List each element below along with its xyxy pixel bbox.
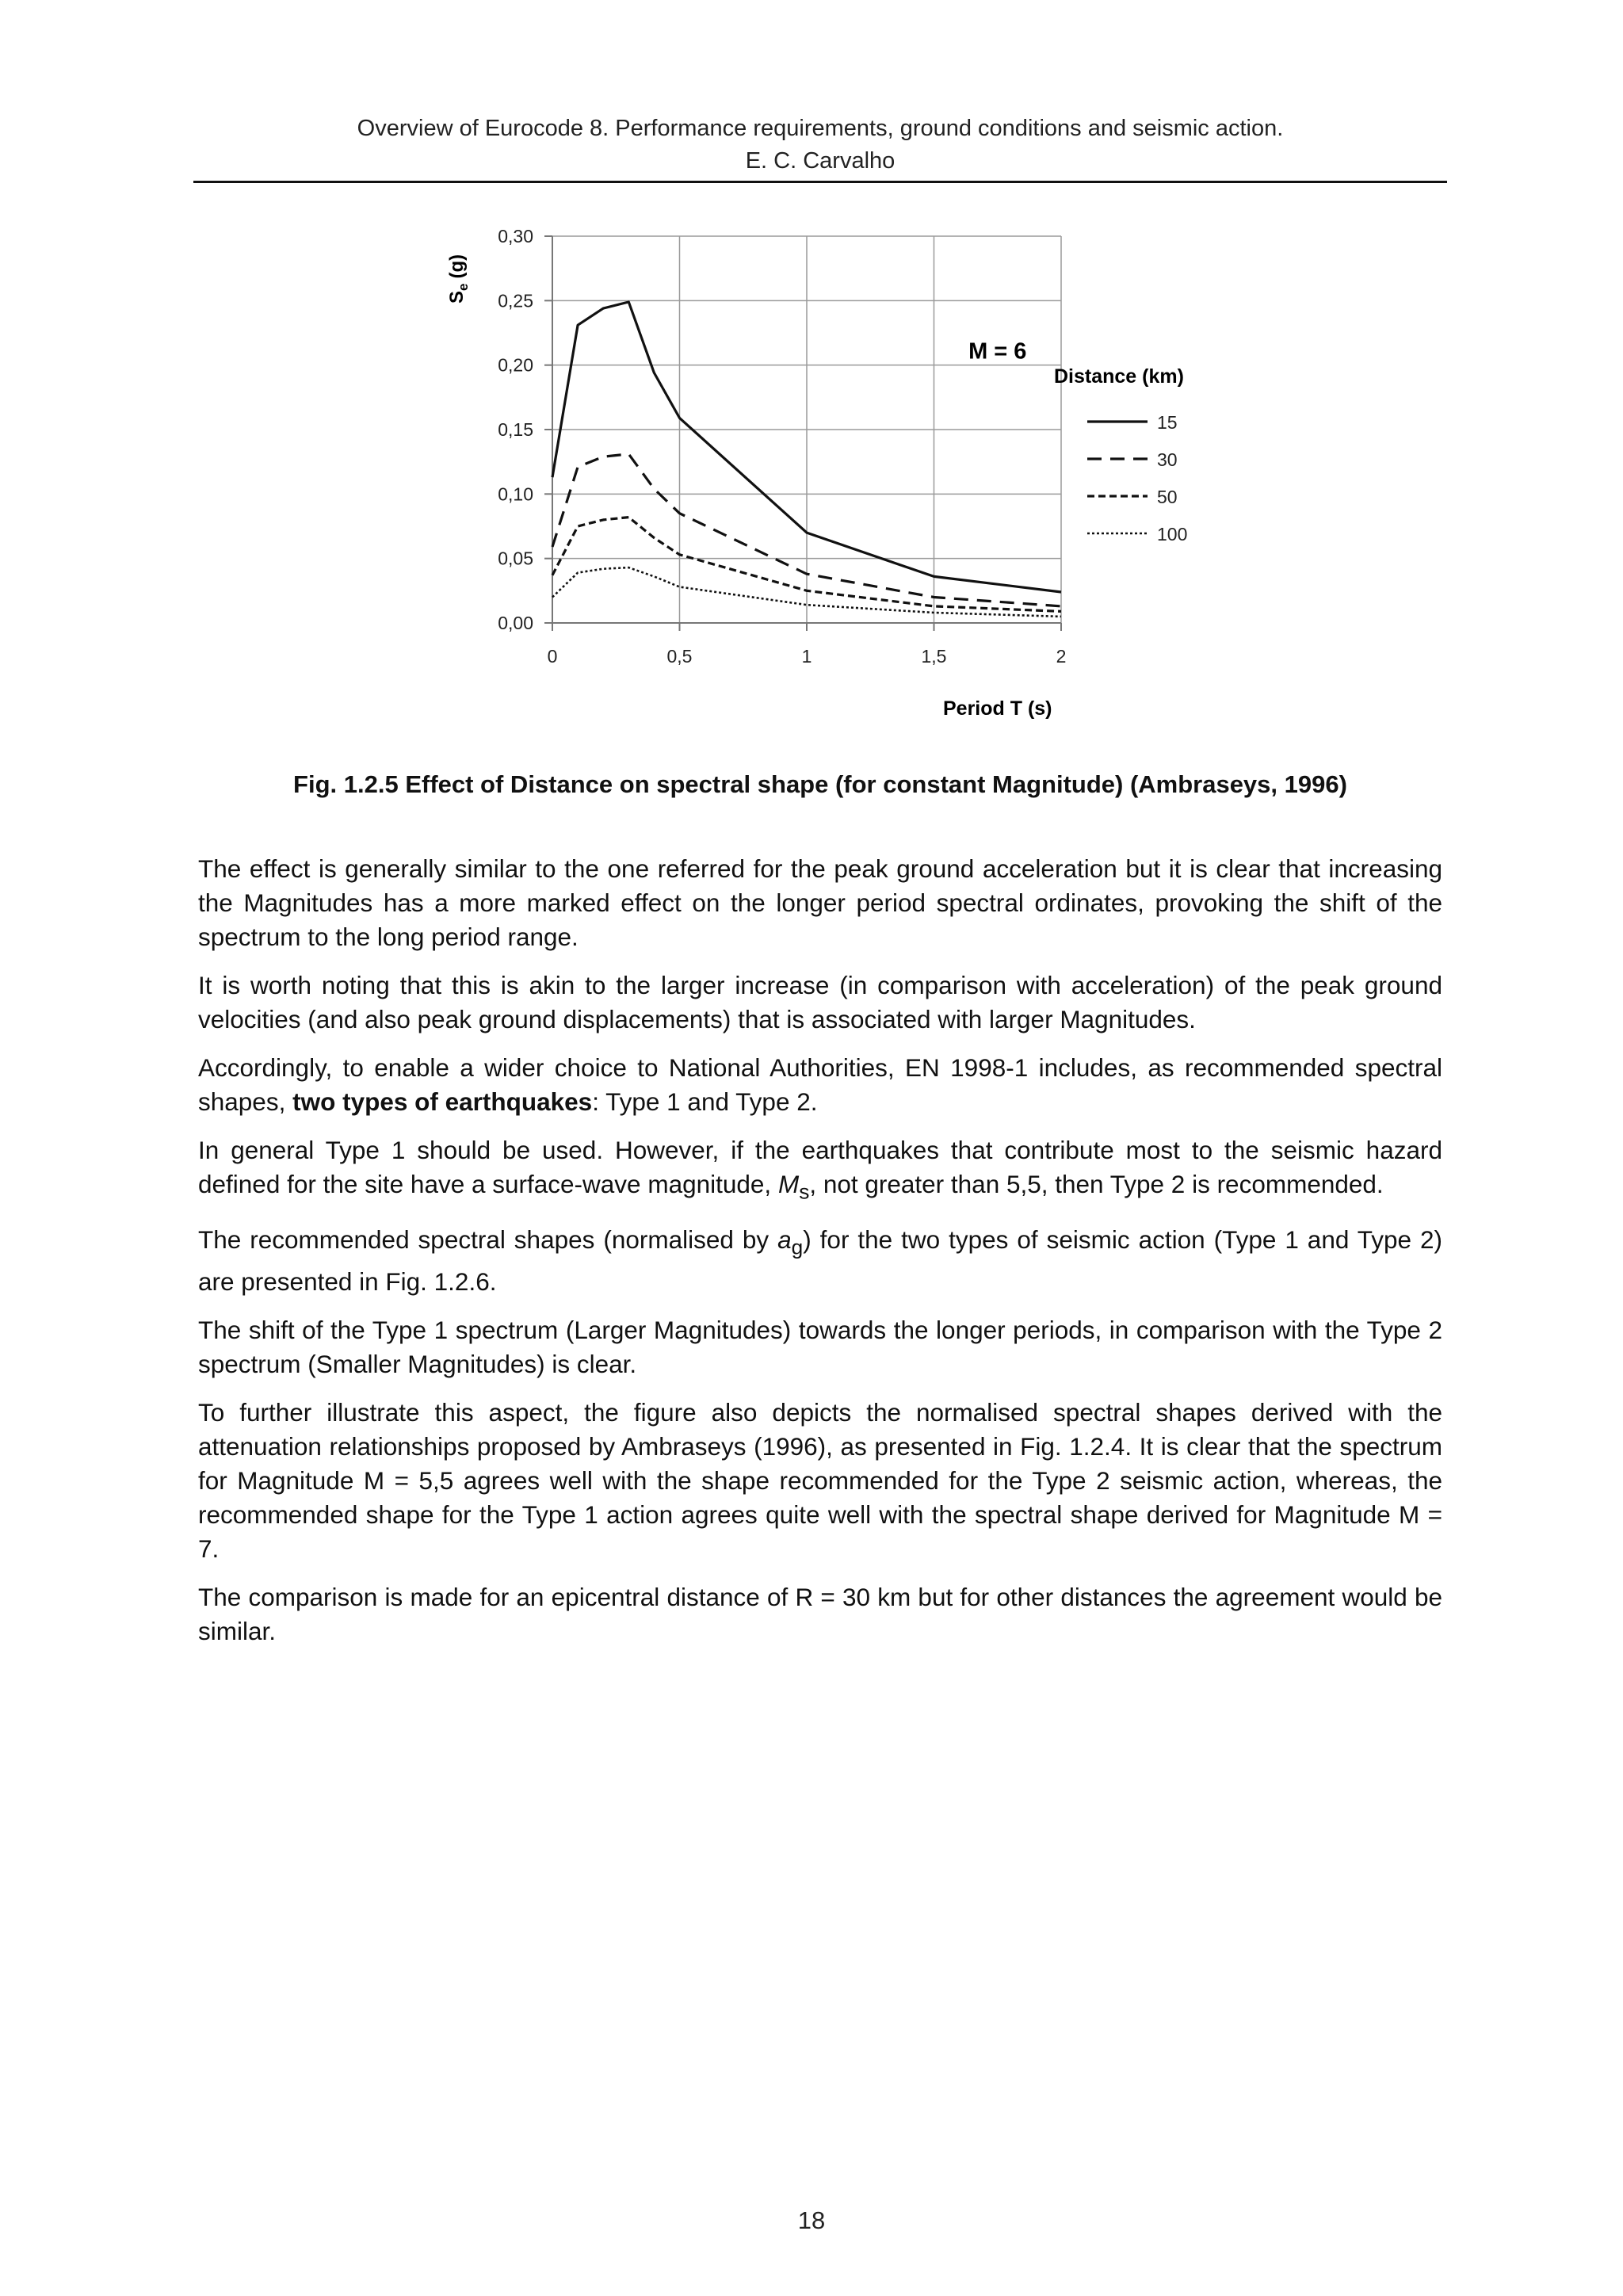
figure-caption: Fig. 1.2.5 Effect of Distance on spectral shape (for constant Magnitude) (Ambraseys, 1996) bbox=[293, 770, 1347, 798]
y-tick-label: 0,30 bbox=[498, 226, 533, 246]
chart-labels bbox=[446, 254, 1052, 720]
y-axis-label-unit: (g) bbox=[446, 254, 468, 279]
legend-label-15: 15 bbox=[1157, 412, 1178, 433]
x-tick-label: 0 bbox=[547, 646, 558, 667]
paragraph-5-sub: g bbox=[791, 1235, 804, 1259]
paragraph-2: It is worth noting that this is akin to the larger increase (in comparison with acceleration) of the peak ground velocities (and also peak ground displacements) that is associated with larger Magnitudes. bbox=[198, 971, 1442, 1033]
paragraph-6: The shift of the Type 1 spectrum (Larger Magnitudes) towards the longer periods, in comparison with the Type 2 spectrum (Smaller Magnitudes) is clear. bbox=[198, 1315, 1442, 1378]
paragraph-5-tail: ) for the two types of seismic action (Type 1 and Type 2) are presented in Fig. 1.2.6. bbox=[198, 1225, 1442, 1296]
y-tick-label: 0,05 bbox=[498, 548, 533, 569]
paragraph-4-tail: , not greater than 5,5, then Type 2 is recommended. bbox=[809, 1170, 1384, 1198]
y-tick-label: 0,10 bbox=[498, 483, 533, 505]
legend-label-50: 50 bbox=[1157, 487, 1178, 507]
paragraph-4-var: M bbox=[777, 1170, 800, 1198]
x-tick-label: 2 bbox=[1056, 646, 1067, 667]
header-rule bbox=[193, 181, 1447, 183]
y-axis-label-main: S bbox=[446, 290, 468, 304]
page-number: 18 bbox=[797, 2206, 826, 2234]
y-tick-label: 0,25 bbox=[498, 290, 533, 311]
y-tick-label: 0,20 bbox=[498, 354, 533, 376]
legend-label-30: 30 bbox=[1157, 449, 1178, 470]
chart-legend bbox=[1054, 365, 1187, 544]
y-axis-label bbox=[446, 254, 471, 304]
header-title: Overview of Eurocode 8. Performance requirements, ground conditions and seismic action. bbox=[357, 116, 1284, 141]
paragraph-7: To further illustrate this aspect, the figure also depicts the normalised spectral shapes derived with the attenuation relationships proposed by Ambraseys (1996), as presented in Fig. 1.2.4. It is clear that the spectrum for Magnitude M = 5,5 agrees well with the shape recommended for the Type 2 seismic action, whereas, the recommended shape for the Type 1 action agrees quite well with the spectral shape derived for Magnitude M = 7. bbox=[198, 1397, 1442, 1563]
paragraph-5-text: The recommended spectral shapes (normalised by bbox=[198, 1225, 778, 1255]
chart-grid bbox=[552, 236, 1061, 623]
paragraph-5-var: a bbox=[777, 1225, 792, 1255]
y-axis-label-sub: e bbox=[456, 283, 471, 291]
paragraph-3-tail: : Type 1 and Type 2. bbox=[592, 1087, 818, 1116]
paragraph-3 bbox=[198, 1051, 1442, 1119]
paragraph-4 bbox=[198, 1133, 1442, 1209]
y-tick-label: 0,15 bbox=[498, 419, 533, 440]
legend-title: Distance (km) bbox=[1054, 365, 1184, 388]
paragraph-4-text: In general Type 1 should be used. However, if the earthquakes that contribute most to the seismic hazard defined for the site have a surface-wave magnitude, bbox=[198, 1136, 1442, 1198]
paragraph-8: The comparison is made for an epicentral distance of R = 30 km but for other distances the agreement would be similar. bbox=[198, 1582, 1442, 1645]
paragraph-4-sub: s bbox=[799, 1179, 810, 1204]
paragraph-3-bold: two types of earthquakes bbox=[292, 1087, 593, 1116]
page-header bbox=[193, 113, 1447, 178]
chart-title: M = 6 bbox=[968, 338, 1027, 365]
paragraph-5 bbox=[198, 1223, 1442, 1298]
paragraph-3-text: Accordingly, to enable a wider choice to National Authorities, EN 1998-1 includes, as recommended spectral shapes, bbox=[198, 1053, 1442, 1116]
x-tick-label: 1,5 bbox=[921, 646, 947, 667]
legend-label-100: 100 bbox=[1157, 524, 1188, 544]
x-tick-label: 0,5 bbox=[666, 646, 693, 667]
paragraph-1: The effect is generally similar to the one referred for the peak ground acceleration but it is clear that increasing the Magnitudes has a more marked effect on the longer period spectral ordinates, provoking the shift of the spectrum to the long period range. bbox=[198, 854, 1442, 951]
header-author: E. C. Carvalho bbox=[745, 148, 896, 174]
x-axis-label: Period T (s) bbox=[942, 697, 1052, 720]
y-tick-label: 0,00 bbox=[498, 613, 533, 633]
body-text bbox=[198, 852, 1442, 1663]
x-tick-label: 1 bbox=[801, 646, 812, 667]
spectrum-chart bbox=[428, 214, 1268, 721]
